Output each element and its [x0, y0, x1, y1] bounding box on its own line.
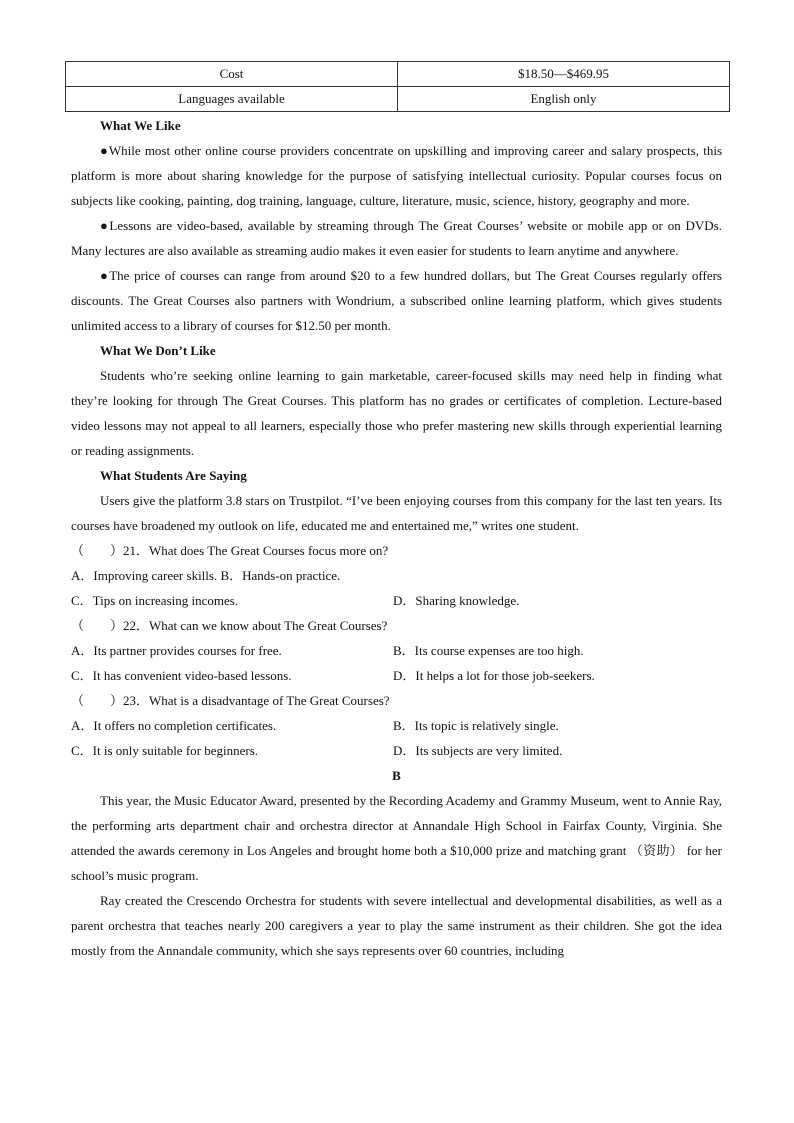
like-bullet: ●The price of courses can range from around $20 to a few hundred dollars, but The Great Courses regularly offers discounts. The Great Courses also partners with Wondrium, a subscribed online learning platform, which gives students unlimited access to a library of courses for $12.50 per month.: [71, 268, 722, 333]
question-stem: （ ）21．What does The Great Courses focus more on?: [71, 543, 389, 558]
option: A．It offers no completion certificates.: [71, 718, 277, 733]
table-cell-label: Languages available: [66, 87, 398, 112]
saying-paragraph: Users give the platform 3.8 stars on Trustpilot. “I’ve been enjoying courses from this company for the last ten years. Its courses have broadened my outlook on life, educated me and entertained me,” writes one student.: [71, 493, 722, 533]
section-heading-like: What We Like: [100, 118, 181, 133]
option: B．Its course expenses are too high.: [393, 643, 584, 658]
option: C．It is only suitable for beginners.: [71, 743, 259, 758]
question-stem: （ ）22．What can we know about The Great Courses?: [71, 618, 388, 633]
like-bullet: ●Lessons are video-based, available by streaming through The Great Courses’ website or mobile app or on DVDs. Many lectures are also available as streaming audio makes it even easier for students to learn anytime and anywhere.: [71, 218, 722, 258]
table-row: [66, 87, 730, 112]
question-options: [71, 738, 722, 763]
table-cell-label: Cost: [66, 62, 398, 87]
table-row: [66, 62, 730, 87]
table-cell-value: English only: [398, 87, 730, 112]
passage-paragraph: Ray created the Crescendo Orchestra for students with severe intellectual and developmental disabilities, as well as a parent orchestra that teaches nearly 200 caregivers a year to play the same instrument as their children. She got the idea mostly from the Annandale community, which she says represents over 60 countries, including: [71, 893, 722, 958]
table-cell-value: $18.50—$469.95: [398, 62, 730, 87]
option: B．Its topic is relatively single.: [393, 718, 559, 733]
like-bullet: ●While most other online course providers concentrate on upskilling and improving career and salary prospects, this platform is more about sharing knowledge for the purpose of satisfying intellectual curiosity. Popular courses focus on subjects like cooking, painting, dog training, language, culture, literature, music, science, history, geography and more.: [71, 143, 722, 208]
dislike-paragraph: Students who’re seeking online learning to gain marketable, career-focused skills may need help in finding what they’re looking for through The Great Courses. This platform has no grades or certificates of completion. Lecture-based video lessons may not appeal to all learners, especially those who prefer mastering new skills through experiential learning or reading assignments.: [71, 368, 722, 458]
document-body: [71, 113, 722, 963]
passage-paragraph: This year, the Music Educator Award, presented by the Recording Academy and Grammy Museum, went to Annie Ray, the performing arts department chair and orchestra director at Annandale High School in Fairfax County, Virginia. She attended the awards ceremony in Los Angeles and brought home both a $10,000 prize and matching grant （资助） for her school’s music program.: [71, 793, 722, 883]
question-options: [71, 588, 722, 613]
question-stem: （ ）23．What is a disadvantage of The Great Courses?: [71, 693, 390, 708]
question-options: [71, 638, 722, 663]
passage-label: B: [392, 768, 401, 783]
option: D．Its subjects are very limited.: [393, 743, 563, 758]
option: A．Improving career skills. B．Hands-on practice.: [71, 568, 341, 583]
option: C．Tips on increasing incomes.: [71, 593, 239, 608]
option: C．It has convenient video-based lessons.: [71, 668, 292, 683]
question-options: [71, 663, 722, 688]
question-options: [71, 713, 722, 738]
option: D．Sharing knowledge.: [393, 593, 520, 608]
section-heading-dislike: What We Don’t Like: [100, 343, 216, 358]
option: D．It helps a lot for those job-seekers.: [393, 668, 595, 683]
course-info-table: [65, 61, 730, 112]
option: A．Its partner provides courses for free.: [71, 643, 282, 658]
section-heading-saying: What Students Are Saying: [100, 468, 247, 483]
question-options: [71, 563, 722, 588]
